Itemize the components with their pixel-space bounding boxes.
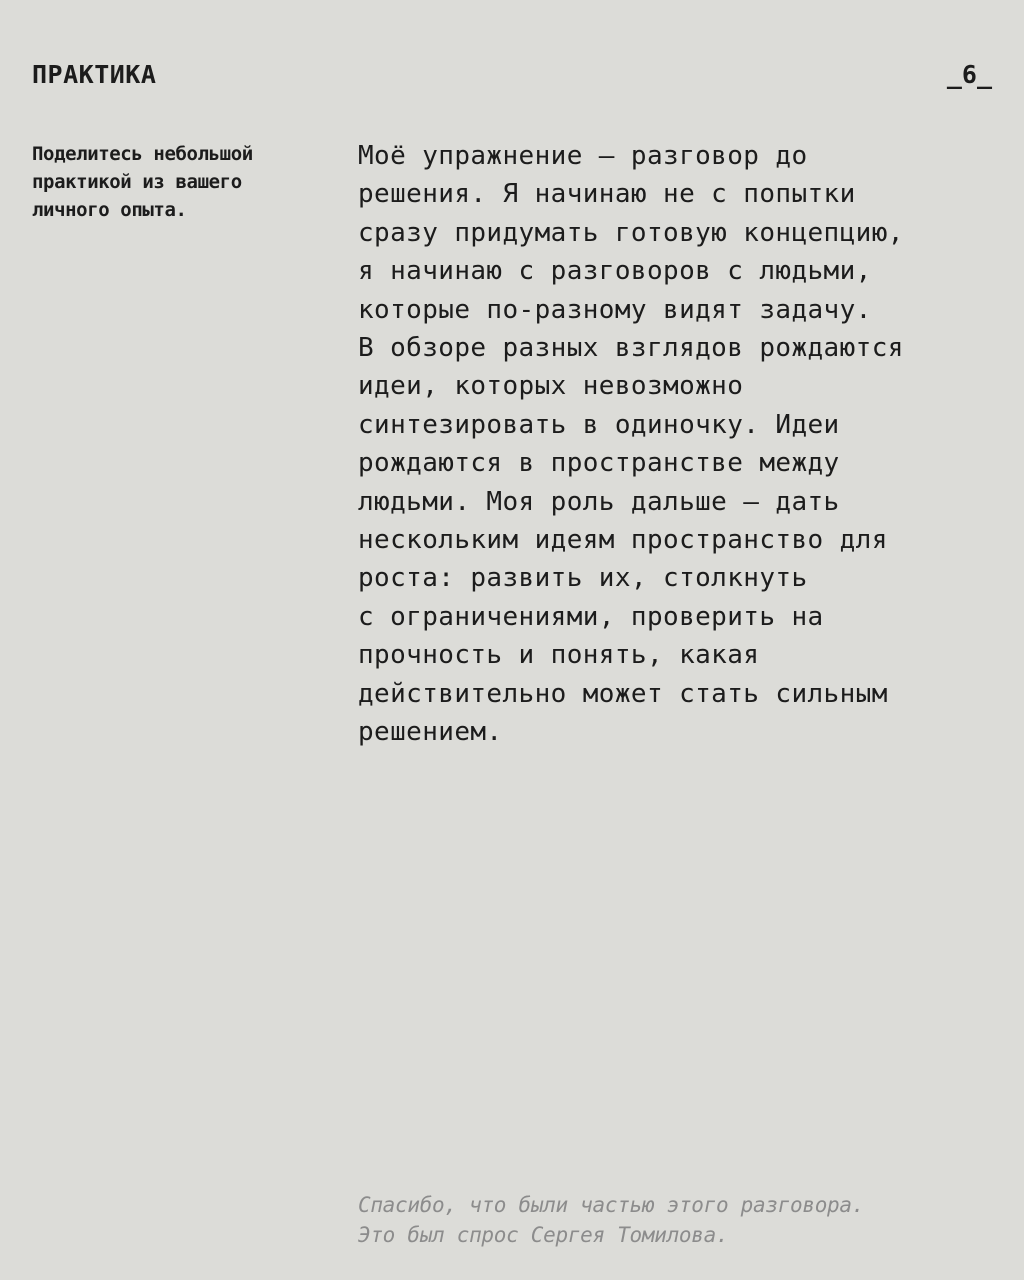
closing-note: Спасибо, что были частью этого разговора. Это был спрос Сергея Томилова.	[358, 1193, 865, 1247]
interview-question: Поделитесь небольшой практикой из вашего личного опыта.	[32, 143, 253, 221]
section-title: ПРАКТИКА	[32, 60, 157, 89]
interview-answer: Моё упражнение — разговор до решения. Я начинаю не с попытки сразу придумать готовую концепцию, я начинаю с разговоров с людьми, которые по-разному видят задачу. В обзоре разных взглядов рождаются идеи, которых невозможно синтезировать в одиночку. Идеи рождаются в пространстве между людьми. Моя роль дальше — дать нескольким идеям пространство для роста: развить их, столкнуть с ограничениями, проверить на прочность и понять, какая действительно может стать сильным решением.	[358, 141, 904, 748]
page-number: _6_	[946, 60, 992, 89]
